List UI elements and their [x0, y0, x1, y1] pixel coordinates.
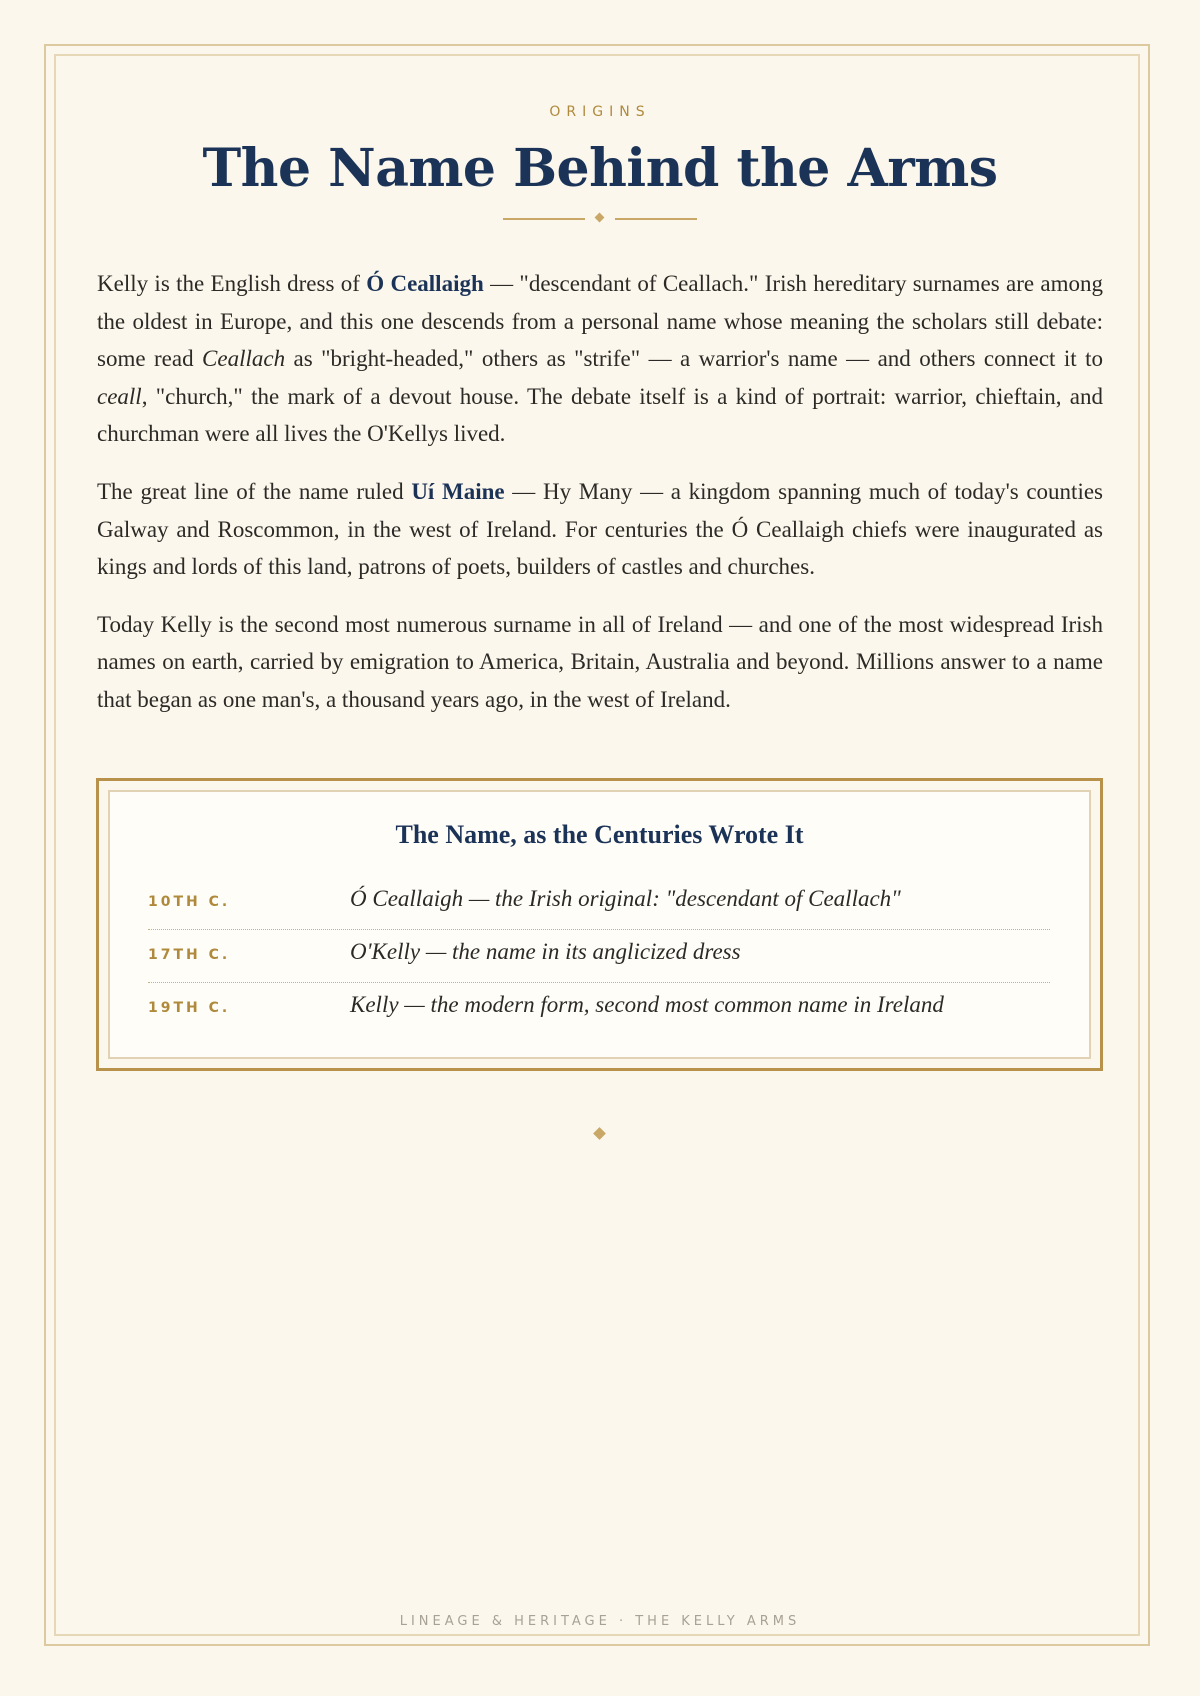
paragraph-1: Kelly is the English dress of Ó Ceallaigh — "descendant of Ceallach." Irish hereditary surnames are among the oldest in Europe, and this one descends from a personal name whose meaning the scholars still debate: some read Ceallach as "bright-headed," others as "strife" — a warrior's name — and others connect it to ceall, "church," the mark of a devout house. The debate itself is a kind of portrait: warrior, chieftain, and churchman were all lives the O'Kellys lived. — [97, 271, 1104, 447]
timeline-era: 19TH C. — [148, 1000, 231, 1016]
title-rule-left — [503, 218, 585, 220]
timeline-era: 10TH C. — [148, 894, 231, 910]
section-eyebrow: ORIGINS — [549, 104, 651, 120]
timeline-row — [148, 939, 1050, 979]
timeline-divider — [148, 929, 1050, 930]
timeline-form: O'Kelly — the name in its anglicized dress — [350, 939, 741, 964]
timeline-row — [148, 886, 1050, 926]
timeline-form: Kelly — the modern form, second most common name in Ireland — [350, 992, 944, 1017]
term-ceall: ceall — [97, 383, 142, 409]
body-text — [97, 265, 1103, 739]
page-title: The Name Behind the Arms — [202, 138, 998, 199]
timeline-divider — [148, 982, 1050, 983]
term-ui-maine: Uí Maine — [411, 478, 505, 504]
timeline-title: The Name, as the Centuries Wrote It — [395, 820, 804, 849]
term-o-ceallaigh: Ó Ceallaigh — [366, 271, 484, 296]
page-footer: LINEAGE & HERITAGE · THE KELLY ARMS — [399, 1614, 801, 1629]
term-ceallach: Ceallach — [202, 346, 286, 372]
timeline-form: Ó Ceallaigh — the Irish original: "descendant of Ceallach" — [350, 886, 901, 911]
title-rule-right — [615, 218, 697, 220]
timeline-row — [148, 992, 1050, 1032]
paragraph-3: Today Kelly is the second most numerous surname in all of Ireland — and one of the most widespread Irish names on earth, carried by emigration to America, Britain, Australia and beyond. Millions answer to a name that began as one man's, a thousand years ago, in the west of Ireland. — [97, 611, 1103, 712]
timeline-era: 17TH C. — [148, 947, 231, 963]
paragraph-2: The great line of the name ruled Uí Maine — Hy Many — a kingdom spanning much of today's counties Galway and Roscommon, in the west of Ireland. For centuries the Ó Ceallaigh chiefs were inaugurated as kings and lords of this land, patrons of poets, builders of castles and churches. — [97, 478, 1103, 580]
